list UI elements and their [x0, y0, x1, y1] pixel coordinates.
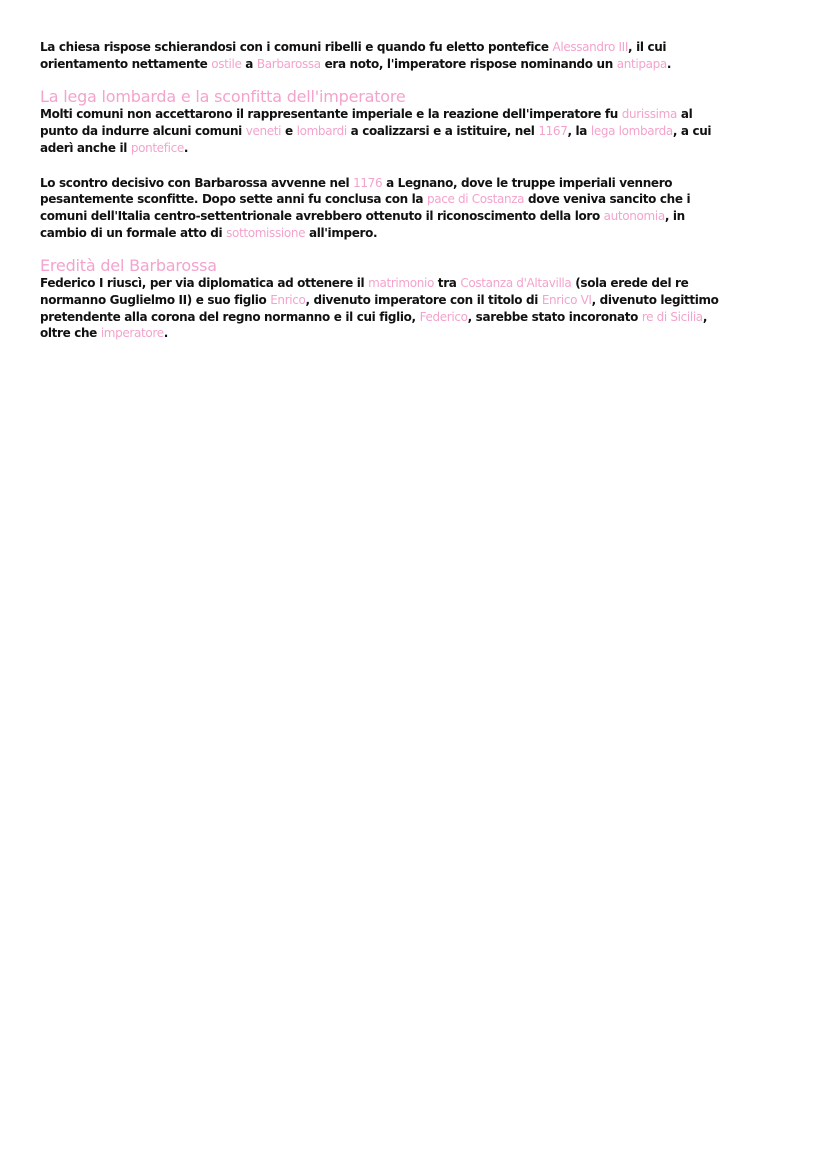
highlighted-term: autonomia: [603, 208, 665, 223]
highlighted-term: Alessandro III: [552, 40, 629, 54]
text-run: a coalizzarsi e a istituire, nel: [346, 124, 539, 139]
text-run: al: [677, 107, 693, 122]
highlighted-term: ostile: [211, 56, 242, 71]
spacer: [40, 157, 800, 175]
text-run: tra: [433, 276, 461, 291]
text-run: Lo scontro decisivo con Barbarossa avvenne nel: [40, 175, 354, 190]
highlighted-term: matrimonio: [368, 276, 434, 291]
highlighted-term: lega lombarda: [590, 124, 673, 139]
text-run: era noto, l'imperatore rispose nominando un: [320, 56, 617, 71]
spacer: [40, 241, 800, 257]
text-run: Federico I riuscì, per via diplomatica ad ottenere il: [40, 276, 369, 291]
text-run: a Legnano, dove le truppe imperiali vennero: [382, 175, 673, 190]
highlighted-term: re di Sicilia: [641, 309, 703, 324]
text-run: (sola erede del re: [571, 276, 689, 291]
text-run: pretendente alla corona del regno normanno e il cui figlio,: [40, 309, 420, 324]
paragraph: [40, 275, 800, 342]
paragraph: [40, 39, 800, 72]
text-run: ,: [702, 309, 708, 324]
highlighted-term: lombardi: [296, 124, 347, 139]
text-run: , divenuto legittimo: [591, 293, 719, 308]
section-heading: Eredità del Barbarossa: [40, 256, 217, 276]
text-run: aderì anche il: [40, 140, 131, 155]
text-run: orientamento nettamente: [40, 56, 212, 71]
text-run: dove veniva sancito che i: [524, 192, 691, 207]
text-run: Molti comuni non accettarono il rappresentante imperiale e la reazione dell'imperatore fu: [40, 107, 622, 122]
text-run: , in: [664, 208, 685, 223]
text-run: all'impero.: [305, 225, 378, 240]
highlighted-term: veneti: [245, 124, 282, 139]
highlighted-term: 1176: [353, 175, 383, 190]
text-run: normanno Guglielmo II) e suo figlio: [40, 293, 271, 308]
highlighted-term: pace di Costanza: [426, 192, 525, 207]
spacer: [40, 72, 800, 88]
text-run: comuni dell'Italia centro-settentrionale avrebbero ottenuto il riconoscimento della loro: [40, 208, 604, 223]
highlighted-term: sottomissione: [226, 225, 306, 240]
text-run: punto da indurre alcuni comuni: [40, 124, 246, 139]
text-run: oltre che: [40, 326, 101, 341]
text-run: .: [163, 326, 168, 341]
text-run: cambio di un formale atto di: [40, 225, 227, 240]
text-run: .: [183, 140, 189, 155]
paragraph: [40, 106, 800, 156]
highlighted-term: Federico: [419, 309, 468, 324]
highlighted-term: Enrico VI: [541, 293, 592, 308]
text-run: , la: [567, 124, 591, 139]
highlighted-term: pontefice: [130, 140, 184, 155]
text-run: , il cui: [628, 40, 667, 54]
highlighted-term: antipapa: [616, 56, 667, 71]
section-heading: La lega lombarda e la sconfitta dell'imperatore: [40, 87, 406, 107]
highlighted-term: Enrico: [270, 293, 306, 308]
text-run: .: [666, 56, 672, 71]
text-run: pesantemente sconfitte. Dopo sette anni fu conclusa con la: [40, 192, 427, 207]
highlighted-term: Costanza d'Altavilla: [460, 276, 572, 291]
text-run: a: [241, 56, 257, 71]
highlighted-term: Barbarossa: [256, 56, 321, 71]
document-page: [40, 39, 800, 342]
text-run: e: [281, 124, 297, 139]
text-run: La chiesa rispose schierandosi con i comuni ribelli e quando fu eletto pontefice: [40, 40, 553, 54]
text-run: , a cui: [672, 124, 712, 139]
text-run: , sarebbe stato incoronato: [467, 309, 642, 324]
highlighted-term: imperatore: [100, 326, 164, 341]
highlighted-term: durissima: [621, 107, 677, 122]
text-run: , divenuto imperatore con il titolo di: [305, 293, 542, 308]
highlighted-term: 1167: [538, 124, 568, 139]
paragraph: [40, 175, 800, 242]
